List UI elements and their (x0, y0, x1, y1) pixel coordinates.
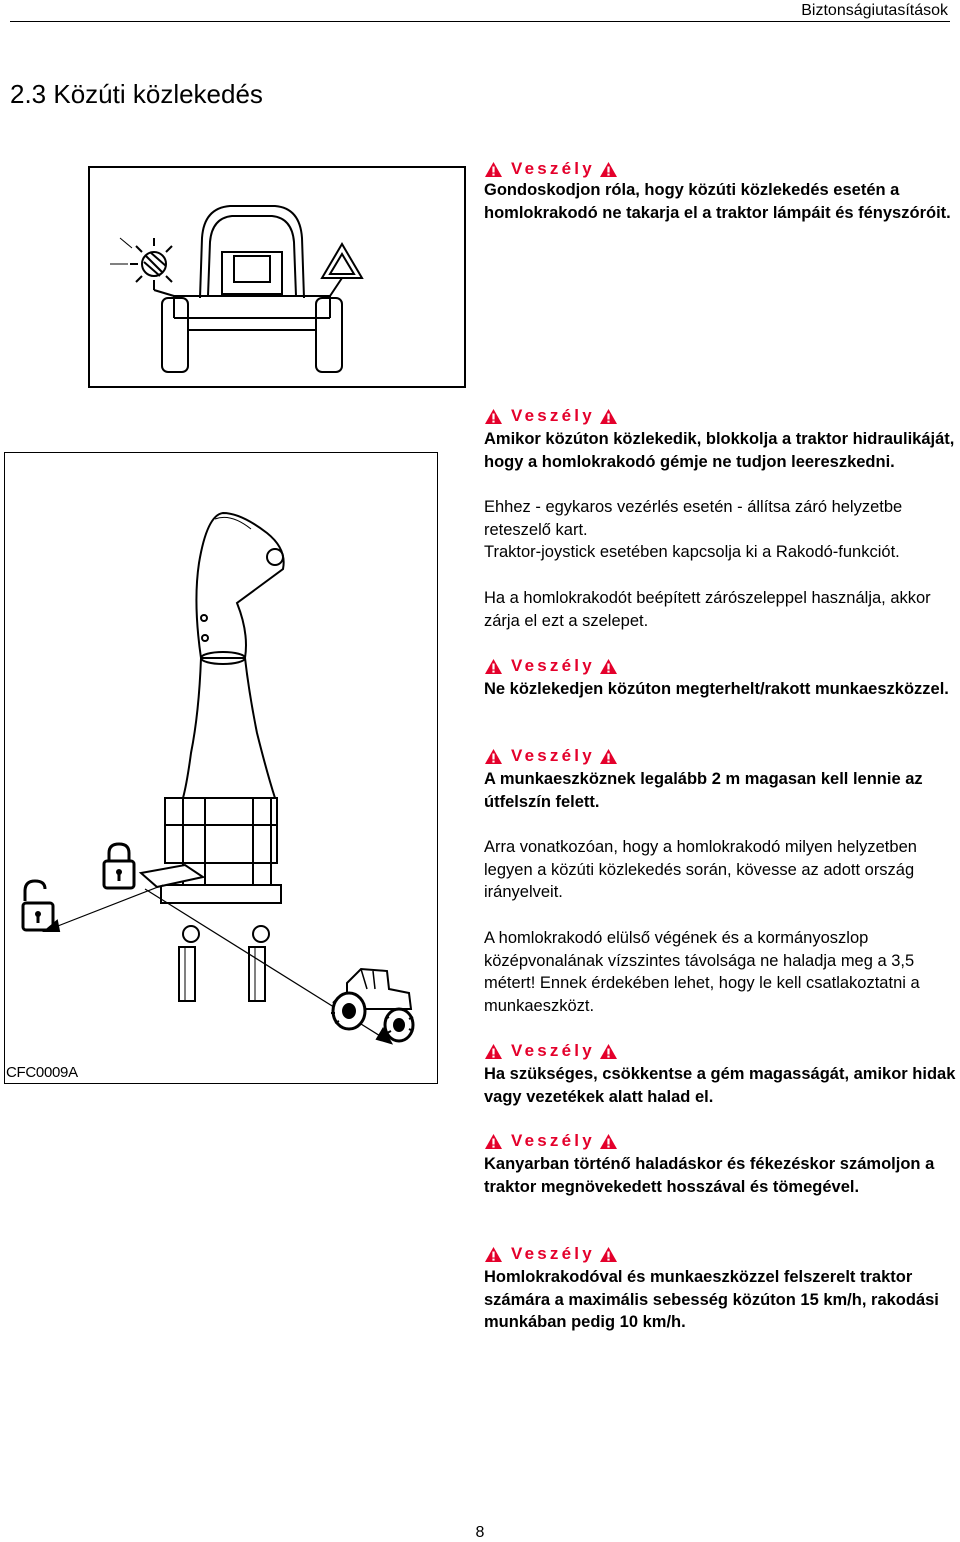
warning-triangle-icon (484, 408, 503, 425)
warning-text: Ha szükséges, csökkentse a gém magasságát, amikor hidak vagy vezetékek alatt halad el. (484, 1065, 956, 1106)
figure-code-label: CFC0009A (6, 1064, 78, 1081)
warning-label: Veszély (511, 746, 595, 765)
warning-label: Veszély (511, 656, 595, 675)
warning-heading (484, 1130, 618, 1152)
header-section-name: Biztonságiutasítások (801, 2, 948, 19)
warning-label: Veszély (511, 1131, 595, 1150)
warning-heading (484, 1040, 618, 1062)
warning-heading (484, 158, 618, 180)
warning-text: Amikor közúton közlekedik, blokkolja a traktor hidraulikáját, hogy a homlokrakodó gémje ne tudjon leereszkedni. (484, 430, 955, 471)
tractor-icon (327, 963, 421, 1047)
joystick-lock-figure (4, 452, 438, 1084)
section-title: 2.3 Közúti közlekedés (10, 79, 263, 109)
header-rule (10, 21, 950, 22)
warning-triangle-icon (484, 748, 503, 765)
warning-triangle-icon (599, 1246, 618, 1263)
warning-heading (484, 745, 618, 767)
warning-heading (484, 405, 618, 427)
warning-text: Gondoskodjon róla, hogy közúti közlekedés esetén a homlokrakodó ne takarja el a traktor lámpáit és fényszóróit. (484, 181, 951, 222)
warning-triangle-icon (484, 658, 503, 675)
warning-text: Ne közlekedjen közúton megterhelt/rakott munkaeszközzel. (484, 680, 949, 698)
warning-triangle-icon (599, 658, 618, 675)
warning-text: Kanyarban történő haladáskor és fékezéskor számoljon a traktor megnövekedett hosszával és tömegével. (484, 1155, 935, 1196)
warning-triangle-icon (599, 748, 618, 765)
warning-label: Veszély (511, 159, 595, 178)
warning-triangle-icon (484, 1043, 503, 1060)
warning-label: Veszély (511, 1041, 595, 1060)
warning-text: Homlokrakodóval és munkaeszközzel felszerelt traktor számára a maximális sebesség közúton 15 km/h, rakodási munkában pedig 10 km/h. (484, 1268, 939, 1331)
warning-triangle-icon (484, 1133, 503, 1150)
warning-heading (484, 655, 618, 677)
body-paragraph: Ehhez - egykaros vezérlés esetén - állítsa záró helyzetbe reteszelő kart. (484, 498, 903, 539)
warning-triangle-icon (599, 1043, 618, 1060)
warning-label: Veszély (511, 406, 595, 425)
warning-triangle-icon (599, 1133, 618, 1150)
body-paragraph: A homlokrakodó elülső végének és a kormányoszlop középvonalának vízszintes távolsága ne haladja meg a 3,5 métert! Ennek érdekében lehet, hogy le kell csatlakoztatni a munkaeszközt. (484, 929, 920, 1015)
body-paragraph: Traktor-joystick esetében kapcsolja ki a Rakodó-funkciót. (484, 543, 900, 561)
tractor-front-lights-figure (88, 166, 466, 388)
warning-label: Veszély (511, 1244, 595, 1263)
warning-heading (484, 1243, 618, 1265)
padlock-closed-icon (101, 841, 137, 891)
warning-text: A munkaeszköznek legalább 2 m magasan kell lennie az útfelszín felett. (484, 770, 923, 811)
body-paragraph: Ha a homlokrakodót beépített zárószeleppel használja, akkor zárja el ezt a szelepet. (484, 589, 931, 630)
padlock-open-icon (19, 877, 59, 933)
warning-triangle-icon (599, 408, 618, 425)
warning-triangle-icon (599, 161, 618, 178)
warning-triangle-icon (484, 1246, 503, 1263)
warning-triangle-icon (484, 161, 503, 178)
body-paragraph: Arra vonatkozóan, hogy a homlokrakodó milyen helyzetben legyen a közúti közlekedés során, kövesse az adott ország irányelveit. (484, 838, 917, 901)
page-number: 8 (475, 1524, 485, 1541)
